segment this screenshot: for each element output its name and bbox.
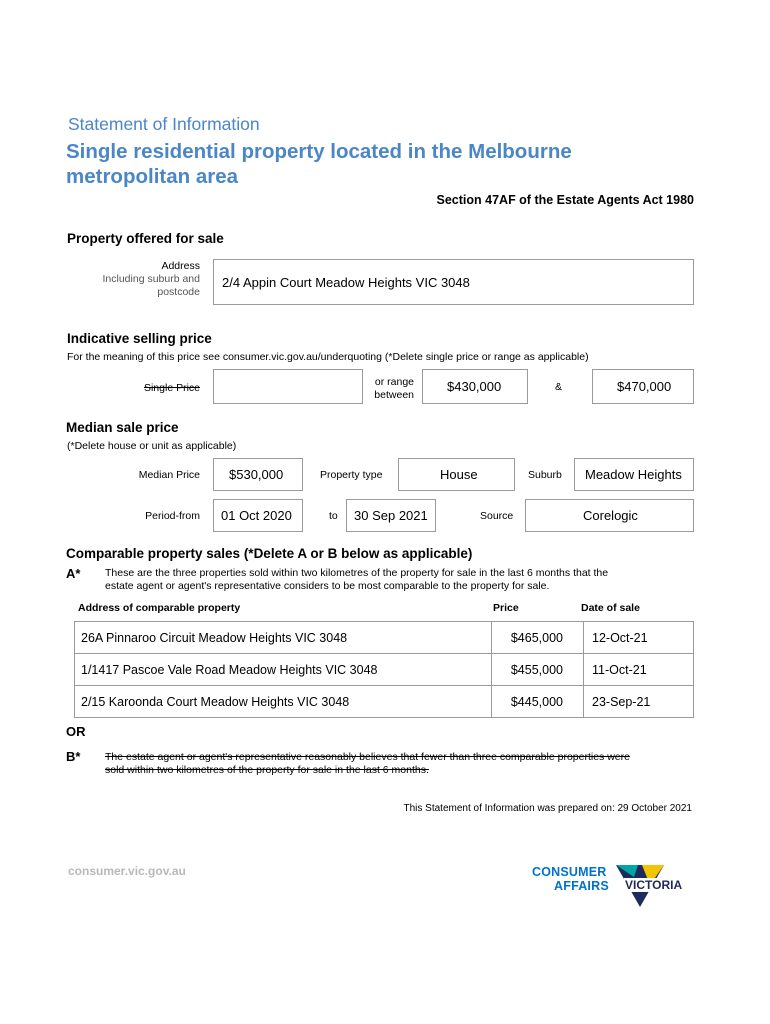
period-to-value: 30 Sep 2021 bbox=[354, 508, 428, 523]
median-price-label: Median Price bbox=[138, 469, 200, 481]
option-b-marker: B* bbox=[66, 749, 81, 764]
logo-consumer-text: CONSUMER bbox=[532, 865, 607, 879]
logo-affairs-text: AFFAIRS bbox=[554, 879, 609, 893]
source-value: Corelogic bbox=[583, 508, 638, 523]
option-a-text-line2: estate agent or agent's representative considers to be most comparable to the property for sale. bbox=[105, 580, 550, 592]
comp-date: 12-Oct-21 bbox=[584, 622, 694, 654]
median-note: (*Delete house or unit as applicable) bbox=[67, 440, 237, 452]
indicative-note: For the meaning of this price see consumer.vic.gov.au/underquoting (*Delete single price or range as applicable) bbox=[67, 351, 589, 363]
consumer-affairs-victoria-logo bbox=[530, 862, 696, 912]
option-a-text-line1: These are the three properties sold within two kilometres of the property for sale in the last 6 months that the bbox=[105, 567, 609, 579]
table-row bbox=[75, 654, 694, 686]
suburb-label: Suburb bbox=[528, 469, 562, 481]
range-low-value: $430,000 bbox=[447, 379, 502, 394]
comp-date: 11-Oct-21 bbox=[584, 654, 694, 686]
address-label-3: postcode bbox=[157, 286, 200, 298]
table-row bbox=[75, 686, 694, 718]
act-reference: Section 47AF of the Estate Agents Act 1980 bbox=[436, 193, 694, 207]
single-price-box bbox=[213, 369, 363, 404]
comp-price: $455,000 bbox=[492, 654, 584, 686]
period-from-label: Period-from bbox=[145, 510, 200, 522]
comp-address: 1/1417 Pascoe Vale Road Meadow Heights VIC 3048 bbox=[75, 654, 492, 686]
median-heading: Median sale price bbox=[66, 420, 179, 435]
col-price-header: Price bbox=[493, 602, 519, 614]
main-title-line2: metropolitan area bbox=[66, 165, 239, 188]
comp-price: $445,000 bbox=[492, 686, 584, 718]
single-price-label: Single Price bbox=[143, 382, 200, 394]
logo-victoria-text: VICTORIA bbox=[625, 878, 683, 892]
comp-address: 2/15 Karoonda Court Meadow Heights VIC 3048 bbox=[75, 686, 492, 718]
table-row bbox=[75, 622, 694, 654]
doc-title: Statement of Information bbox=[68, 114, 260, 134]
period-from-value: 01 Oct 2020 bbox=[221, 508, 292, 523]
indicative-heading: Indicative selling price bbox=[67, 331, 212, 346]
option-a-marker: A* bbox=[66, 566, 81, 581]
suburb-value: Meadow Heights bbox=[585, 467, 682, 482]
range-label-1: or range bbox=[374, 376, 414, 388]
or-label: OR bbox=[66, 724, 86, 739]
address-value: 2/4 Appin Court Meadow Heights VIC 3048 bbox=[222, 275, 470, 290]
range-and: & bbox=[555, 381, 563, 393]
source-label: Source bbox=[480, 510, 514, 522]
address-label-1: Address bbox=[161, 260, 200, 272]
comparables-table bbox=[74, 621, 694, 718]
range-label-2: between bbox=[374, 389, 414, 401]
address-label-2: Including suburb and bbox=[102, 273, 200, 285]
col-address-header: Address of comparable property bbox=[78, 602, 241, 614]
median-price-value: $530,000 bbox=[229, 467, 284, 482]
range-high-value: $470,000 bbox=[617, 379, 672, 394]
option-b-text-line1: The estate agent or agent's representative reasonably believes that fewer than three comparable properties were bbox=[105, 751, 630, 763]
main-title-line1: Single residential property located in the Melbourne bbox=[66, 140, 572, 163]
property-heading: Property offered for sale bbox=[67, 231, 224, 246]
option-b-text-line2: sold within two kilometres of the property for sale in the last 6 months. bbox=[105, 764, 429, 776]
to-label: to bbox=[329, 510, 338, 522]
property-type-value: House bbox=[440, 467, 478, 482]
comp-address: 26A Pinnaroo Circuit Meadow Heights VIC 3048 bbox=[75, 622, 492, 654]
website-link[interactable]: consumer.vic.gov.au bbox=[68, 864, 186, 878]
comp-price: $465,000 bbox=[492, 622, 584, 654]
comparables-heading: Comparable property sales (*Delete A or B below as applicable) bbox=[66, 546, 473, 561]
prepared-on: This Statement of Information was prepared on: 29 October 2021 bbox=[403, 803, 692, 814]
col-date-header: Date of sale bbox=[581, 602, 640, 614]
property-type-label: Property type bbox=[320, 469, 383, 481]
comp-date: 23-Sep-21 bbox=[584, 686, 694, 718]
